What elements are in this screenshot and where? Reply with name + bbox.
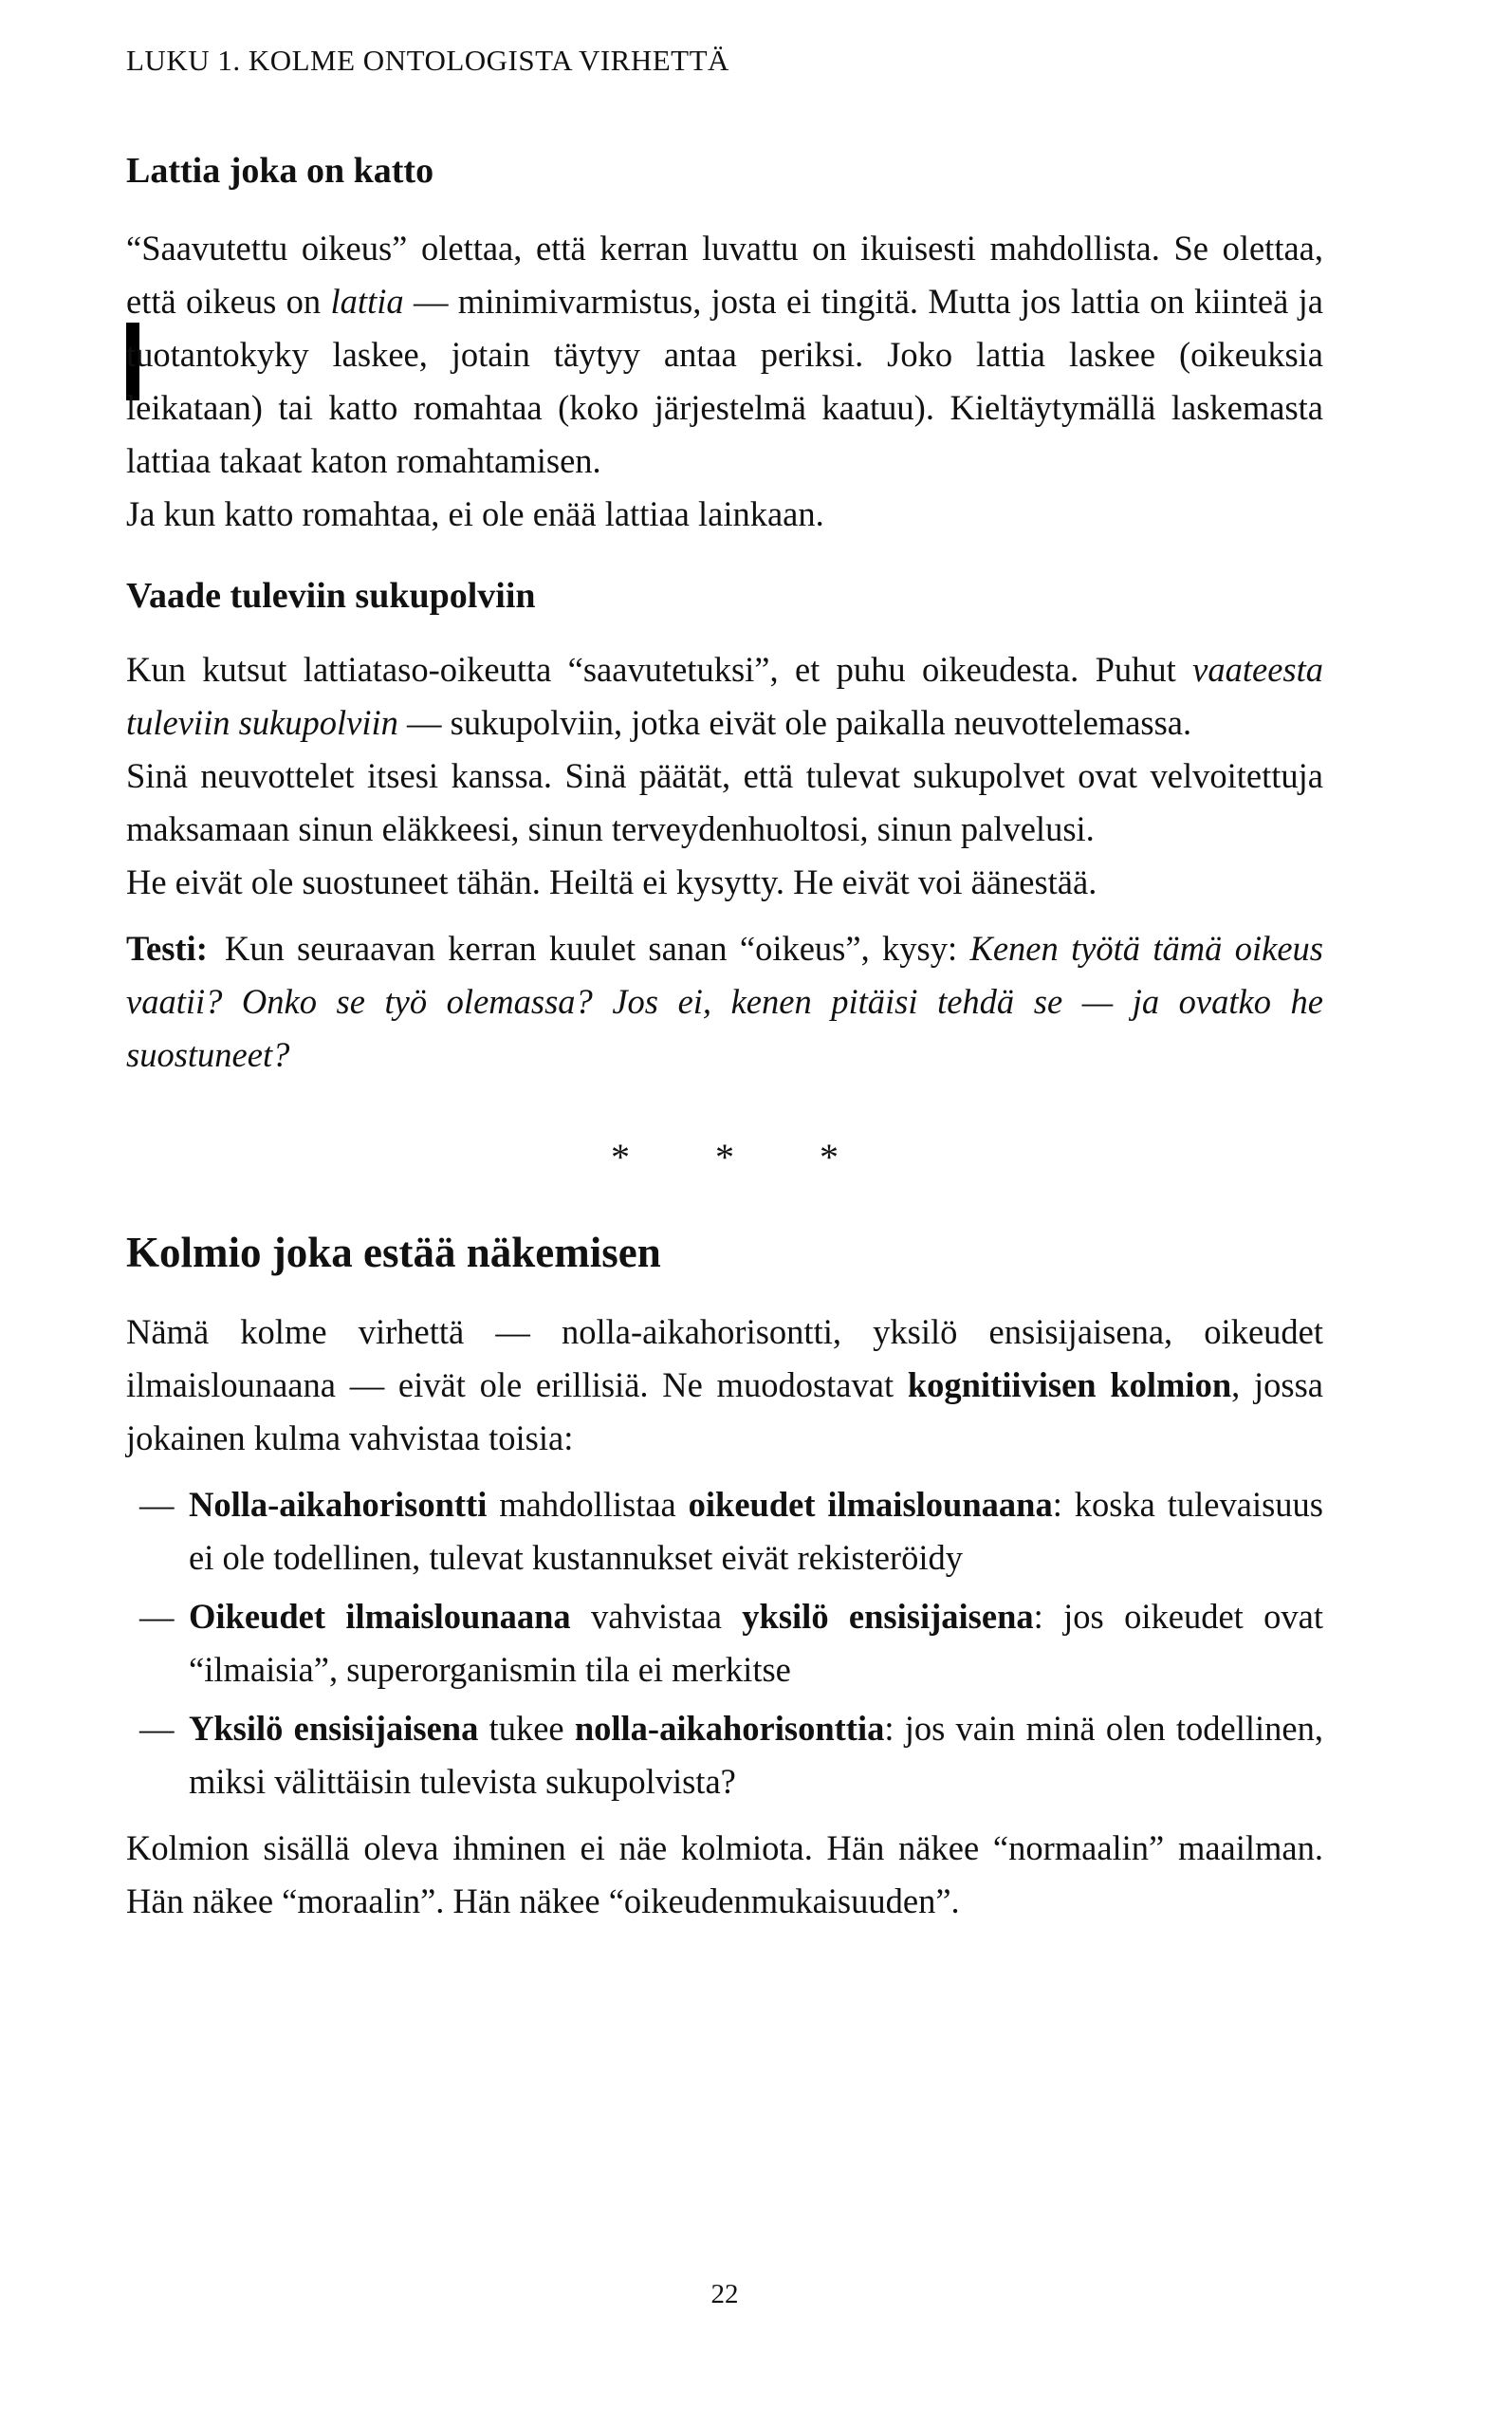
section-heading-lattia: Lattia joka on katto	[126, 151, 434, 191]
paragraph-lattia-1	[126, 222, 1323, 488]
text-run: Kun kutsut lattiataso-oikeutta “saavutetuksi”, et puhu oikeudesta. Puhut	[126, 650, 1193, 689]
bold-term: Nolla-aikahorisontti	[189, 1485, 488, 1524]
text-run: : jos vain minä olen todellinen, miksi välittäisin tulevista sukupolvista?	[189, 1709, 1323, 1801]
paragraph-vaade-2: Sinä neuvottelet itsesi kanssa. Sinä päätät, että tulevat sukupolvet ovat velvoitettuja maksamaan sinun eläkkeesi, sinun terveydenhuoltosi, sinun palvelusi.	[126, 756, 1323, 848]
dash-bullet: —	[139, 1597, 175, 1636]
text-run: : koska tulevaisuus ei ole todellinen, tulevat kustannukset eivät rekisteröidy	[189, 1485, 1324, 1577]
bold-term: yksilö ensisijaisena	[742, 1597, 1034, 1636]
book-page	[126, 0, 1323, 2409]
bold-term: nolla-aikahorisonttia	[574, 1709, 885, 1748]
bold-term: kognitiivisen kolmion	[907, 1365, 1232, 1404]
running-head: LUKU 1. KOLME ONTOLOGISTA VIRHETTÄ	[126, 44, 729, 77]
text-run: : jos oikeudet ovat “ilmaisia”, superorganismin tila ei merkitse	[189, 1597, 1324, 1689]
section-separator: * * *	[611, 1136, 876, 1178]
page-content	[126, 144, 1323, 1928]
emphasis-text: vaateesta tuleviin sukupolviin	[126, 650, 1323, 742]
test-label: Testi:	[126, 929, 208, 968]
paragraph-kolmio-intro	[126, 1306, 1323, 1465]
text-run: — sukupolviin, jotka eivät ole paikalla neuvottelemassa.	[397, 703, 1192, 742]
paragraph-kolmio-closing: Kolmion sisällä oleva ihminen ei näe kolmiota. Hän näkee “normaalin” maailman. Hän näkee “moraalin”. Hän näkee “oikeudenmukaisuuden”.	[126, 1828, 1323, 1920]
text-run: , jossa jokainen kulma vahvistaa toisia:	[126, 1365, 1323, 1457]
list-item	[126, 1478, 1323, 1584]
text-run: Kun seuraavan kerran kuulet sanan “oikeus”, kysy:	[224, 929, 970, 968]
bold-term: Yksilö ensisijaisena	[189, 1709, 479, 1748]
text-run: Nämä kolme virhettä — nolla-aikahorisontti, yksilö ensisijaisena, oikeudet ilmaislounaana — eivät ole erillisiä. Ne muodostavat	[126, 1312, 1323, 1404]
text-run: — minimivarmistus, josta ei tingitä. Mutta jos lattia on kiinteä ja tuotantokyky laskee, jotain täytyy antaa periksi. Joko lattia laskee (oikeuksia leikataan) tai katto romahtaa (koko järjestelmä kaatuu). Kieltäytymällä laskemasta lattiaa takaat katon romahtamisen.	[126, 282, 1324, 480]
list-item	[126, 1590, 1323, 1696]
text-run: “Saavutettu oikeus” olettaa, että kerran luvattu on ikuisesti mahdollista. Se olettaa, että oikeus on	[126, 229, 1323, 321]
page-number: 22	[710, 2279, 739, 2309]
emphasis-text: Kenen työtä tämä oikeus vaatii? Onko se työ olemassa? Jos ei, kenen pitäisi tehdä se — ja ovatko he suostuneet?	[126, 929, 1323, 1074]
dash-bullet: —	[139, 1709, 175, 1748]
triangle-list	[126, 1478, 1323, 1808]
section-heading-kolmio: Kolmio joka estää näkemisen	[126, 1229, 661, 1276]
list-item	[126, 1702, 1323, 1808]
paragraph-lattia-2: Ja kun katto romahtaa, ei ole enää lattiaa lainkaan.	[126, 494, 824, 533]
test-callout	[126, 922, 1323, 1082]
section-heading-vaade: Vaade tuleviin sukupolviin	[126, 576, 536, 616]
paragraph-vaade-1	[126, 643, 1323, 750]
dash-bullet: —	[139, 1485, 175, 1524]
emphasis-text: lattia	[330, 282, 404, 321]
bold-term: Oikeudet ilmaislounaana	[189, 1597, 571, 1636]
paragraph-vaade-3: He eivät ole suostuneet tähän. Heiltä ei kysytty. He eivät voi äänestää.	[126, 862, 1097, 901]
text-run: tukee	[478, 1709, 575, 1748]
bold-term: oikeudet ilmaislounaana	[688, 1485, 1053, 1524]
text-run: mahdollistaa	[487, 1485, 689, 1524]
text-run: vahvistaa	[570, 1597, 743, 1636]
